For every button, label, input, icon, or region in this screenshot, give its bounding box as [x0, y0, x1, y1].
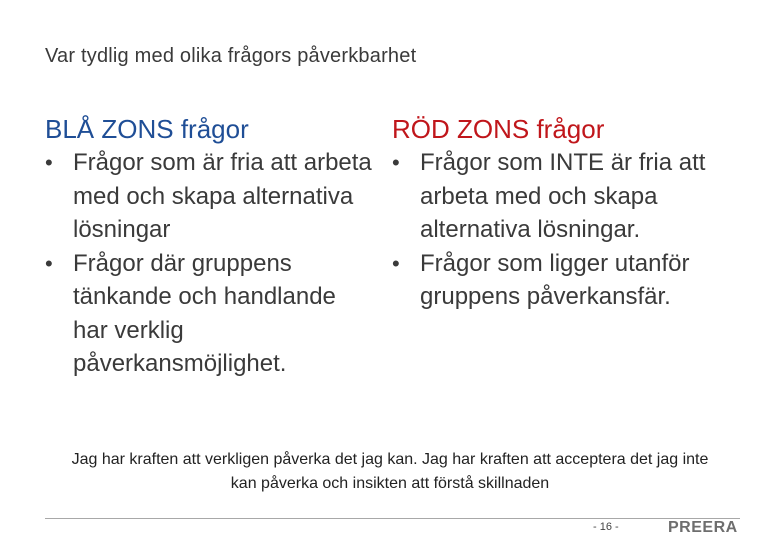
- red-zone-column: [392, 112, 722, 314]
- list-item: [45, 247, 375, 381]
- bullet-icon: •: [392, 150, 400, 175]
- bullet-icon: •: [392, 250, 400, 276]
- footer-quote: Jag har kraften att verkligen påverka det jag kan. Jag har kraften att acceptera det jag inte kan påverka och insikten att förstå skillnaden: [71, 451, 709, 492]
- blue-zone-column: [45, 112, 375, 381]
- slide-title: Var tydlig med olika frågors påverkbarhet: [45, 45, 417, 67]
- bullet-text: Frågor som är fria att arbeta med och skapa alternativa lösningar: [73, 149, 372, 243]
- bullet-text: Frågor som ligger utanför gruppens påverkansfär.: [420, 249, 690, 310]
- red-zone-heading: RÖD ZONS frågor: [392, 114, 605, 144]
- footer-divider: [45, 518, 740, 519]
- bullet-icon: •: [45, 150, 53, 175]
- page-number: - 16 -: [593, 521, 619, 533]
- brand-logo: PREERA: [668, 519, 738, 536]
- bullet-text: Frågor där gruppens tänkande och handlande har verklig påverkansmöjlighet.: [73, 249, 336, 377]
- bullet-text: Frågor som INTE är fria att arbeta med och skapa alternativa lösningar.: [420, 149, 706, 243]
- bullet-icon: •: [45, 250, 53, 276]
- blue-zone-list: [45, 146, 375, 381]
- list-item: [392, 247, 722, 314]
- list-item: [392, 146, 722, 247]
- red-zone-list: [392, 146, 722, 314]
- blue-zone-heading: BLÅ ZONS frågor: [45, 114, 249, 144]
- list-item: [45, 146, 375, 247]
